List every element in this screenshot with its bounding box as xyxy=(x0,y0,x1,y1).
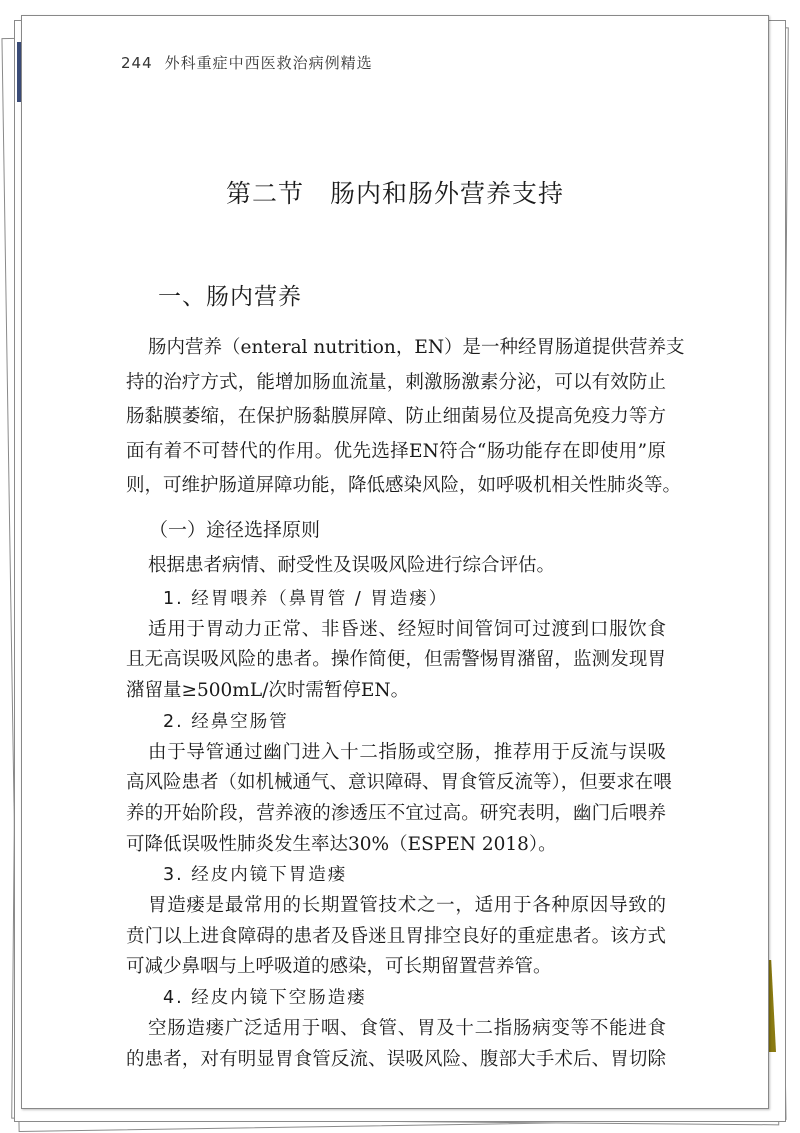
item-title: 4. 经皮内镜下空肠造瘘 xyxy=(163,988,367,1009)
section-title-text: 肠内和肠外营养支持 xyxy=(330,179,565,208)
item-title: 1. 经胃喂养（鼻胃管 / 胃造瘘） xyxy=(163,589,449,609)
item-title: 2. 经鼻空肠管 xyxy=(163,711,289,732)
text-line: 贲门以上进食障碍的患者及昏迷且胃排空良好的重症患者。该方式 xyxy=(126,925,666,947)
text-line: 肠内营养（enteral nutrition，EN）是一种经胃肠道提供营养支 xyxy=(148,337,685,358)
item-title: 3. 经皮内镜下胃造瘘 xyxy=(163,865,348,886)
text-line: 潴留量≥500mL/次时需暂停EN。 xyxy=(126,680,410,702)
running-header xyxy=(121,52,373,73)
route-items xyxy=(126,584,672,1075)
page-number: 244 xyxy=(121,54,153,72)
text-line: 胃造瘘是最常用的长期置管技术之一，适用于各种原因导致的 xyxy=(148,895,666,917)
text-line: 空肠造瘘广泛适用于咽、食管、胃及十二指肠病变等不能进食 xyxy=(148,1017,666,1039)
heading-enteral-nutrition: 一、肠内营养 xyxy=(158,284,302,310)
text-line: 持的治疗方式，能增加肠血流量，刺激肠激素分泌，可以有效防止 xyxy=(126,371,666,393)
text-line: 养的开始阶段，营养液的渗透压不宜过高。研究表明，幽门后喂养 xyxy=(126,802,666,824)
text-line: 高风险患者（如机械通气、意识障碍、胃食管反流等），但要求在喂 xyxy=(126,772,672,794)
text-line: 可减少鼻咽与上呼吸道的感染，可长期留置营养管。 xyxy=(126,956,552,978)
text-line: 根据患者病情、耐受性及误吸风险进行综合评估。 xyxy=(148,555,556,576)
book-page xyxy=(21,15,769,1109)
section-number: 第二节 xyxy=(225,179,304,208)
section-title xyxy=(22,174,768,210)
text-line: 则，可维护肠道屏障功能，降低感染风险，如呼吸机相关性肺炎等。 xyxy=(126,475,682,496)
text-line: 肠黏膜萎缩，在保护肠黏膜屏障、防止细菌易位及提高免疫力等方 xyxy=(126,406,666,427)
book-title: 外科重症中西医救治病例精选 xyxy=(164,54,373,72)
subheading-intro xyxy=(126,552,666,580)
text-line: 的患者，对有明显胃食管反流、误吸风险、腹部大手术后、胃切除 xyxy=(126,1048,666,1070)
text-line: 且无高误吸风险的患者。操作简便，但需警惕胃潴留，监测发现胃 xyxy=(126,649,666,671)
subheading-route-selection: （一）途径选择原则 xyxy=(149,519,321,541)
intro-paragraph xyxy=(126,331,685,504)
text-line: 由于导管通过幽门进入十二指肠或空肠，推荐用于反流与误吸 xyxy=(148,741,666,763)
text-line: 适用于胃动力正常、非昏迷、经短时间管饲可过渡到口服饮食 xyxy=(148,618,666,640)
text-line: 可降低误吸性肺炎发生率达30%（ESPEN 2018）。 xyxy=(126,833,557,855)
text-line: 面有着不可替代的作用。优先选择EN符合“肠功能存在即使用”原 xyxy=(126,440,666,462)
